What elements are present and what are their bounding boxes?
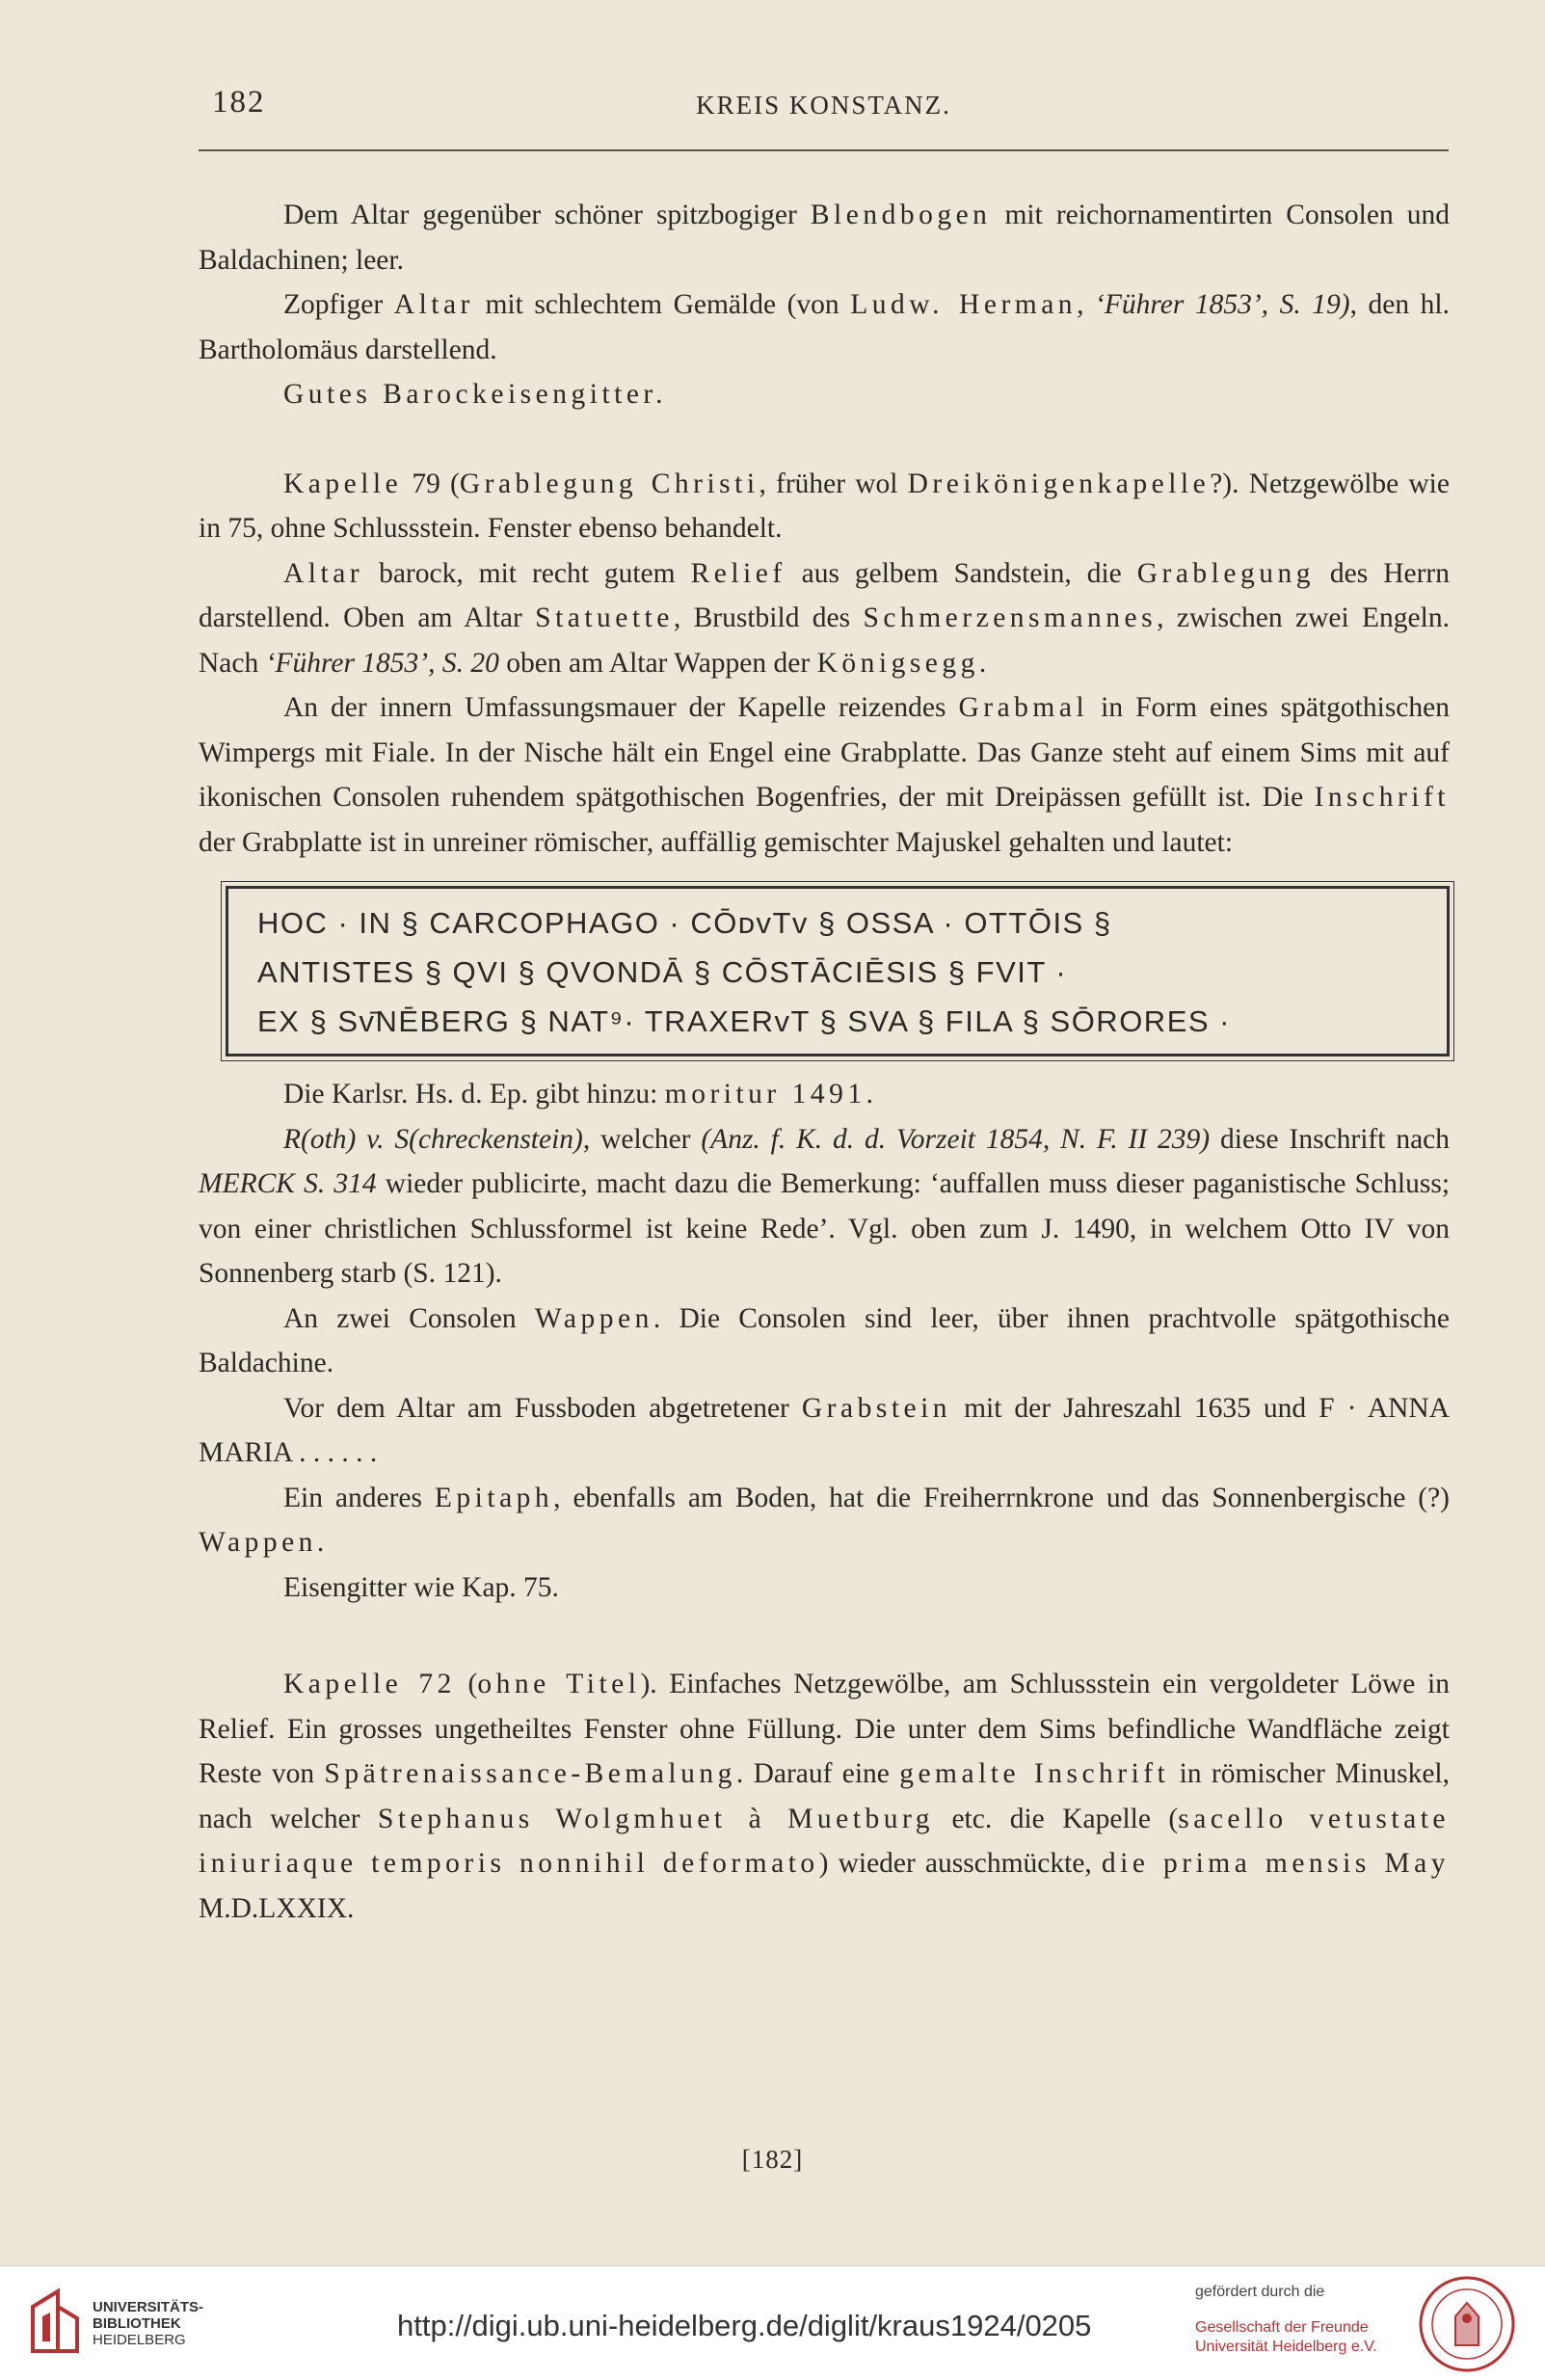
text-run: Ein anderes: [283, 1482, 435, 1513]
citation: MERCK S. 314: [199, 1168, 377, 1199]
paragraph: [199, 1386, 1450, 1476]
text-run: barock, mit recht gutem: [363, 557, 691, 589]
spaced-term: Inschrift: [1314, 782, 1450, 813]
page-header: [199, 85, 1449, 129]
library-name-line: HEIDELBERG: [93, 2332, 186, 2348]
paragraph: [199, 1117, 1450, 1297]
sponsor-label: gefördert durch die: [1195, 2284, 1325, 2300]
running-head: KREIS KONSTANZ.: [696, 91, 951, 120]
paragraph: [199, 1565, 1450, 1611]
text-run: mit der Jahreszahl 1635 und F · ANNA MARIA . . . . . .: [199, 1392, 1450, 1468]
inscription-line: EX § Sᴠ̄NĒBERG § NAT⁹· TRAXERᴠT § SVA § FILA § SŌRORES ·: [257, 1004, 1231, 1038]
paragraph: [199, 685, 1450, 865]
page-number: 182: [212, 85, 266, 120]
text-run: der Grabplatte ist in unreiner römischer, auffällig gemischter Majuskel gehalten und lautet:: [199, 826, 1234, 858]
spaced-term: Königsegg: [816, 647, 979, 679]
spaced-term: Grabmal: [958, 692, 1089, 723]
citation: R(oth) v. S(chreckenstein): [283, 1123, 583, 1155]
text-run: . Darauf eine: [735, 1758, 900, 1789]
text-run: , ebenfalls am Boden, hat die Freiherrnkrone und das Sonnenbergische (?): [553, 1482, 1450, 1513]
spaced-term: ohne Titel: [477, 1669, 641, 1699]
university-library-logo-icon: [29, 2287, 81, 2357]
folio-number: [182]: [741, 2145, 804, 2174]
text-run: Zopfiger: [283, 289, 394, 320]
paragraph: [199, 1072, 1450, 1117]
text-run: , den hl. Bartholomäus darstellend.: [199, 289, 1450, 365]
permalink-url[interactable]: http://digi.ub.uni-heidelberg.de/diglit/kraus1924/0205: [397, 2309, 1092, 2342]
text-run: etc. die Kapelle (: [933, 1803, 1179, 1834]
paragraph: [199, 462, 1450, 551]
citation: ‘Führer 1853’, S. 20: [265, 647, 499, 679]
library-name: [93, 2299, 203, 2348]
spaced-term: Dreikönigenkapelle: [907, 468, 1211, 499]
spaced-term: Ludw. Herman: [850, 289, 1078, 320]
library-name-line: BIBLIOTHEK: [93, 2315, 181, 2332]
text-run: An der innern Umfassungsmauer der Kapelle reizendes: [283, 692, 959, 723]
spaced-term: Kapelle: [283, 468, 403, 499]
text-run: Vor dem Altar am Fussboden abgetretener: [283, 1392, 802, 1424]
spaced-term: Schmerzensmannes: [863, 602, 1158, 633]
spaced-term: Grabstein: [801, 1392, 952, 1424]
spaced-term: Grablegung: [1136, 557, 1315, 589]
spaced-term: Relief: [690, 557, 786, 589]
spaced-term: Kapelle 72: [283, 1669, 456, 1699]
spaced-term: Wappen: [534, 1302, 653, 1334]
text-run: , welcher: [582, 1123, 702, 1155]
sponsor-name-line: Universität Heidelberg e.V.: [1195, 2339, 1377, 2355]
spaced-term: Statuette: [535, 602, 674, 633]
spaced-term: Gutes Barockeisengitter.: [283, 379, 668, 410]
text-run: ,: [1077, 289, 1095, 320]
text-run: ?). Netzgewölbe wie in 75, ohne Schlussstein. Fenster ebenso behandelt.: [199, 468, 1450, 544]
text-run: , zwischen zwei Engeln. Nach: [199, 602, 1450, 679]
inscription-box: [226, 886, 1450, 1056]
citation: (Anz. f. K. d. d. Vorzeit 1854, N. F. II 239): [701, 1123, 1211, 1155]
spaced-term: sacello vetustate iniuriaque temporis nonnihil deformato: [199, 1803, 1450, 1879]
text-run: in römischer Minuskel, nach welcher: [199, 1758, 1450, 1834]
text-run: des Herrn darstellend. Oben am Altar: [199, 557, 1450, 633]
citation: ‘Führer 1853’, S. 19): [1095, 289, 1350, 320]
text-run: . Die Consolen sind leer, über ihnen prachtvolle spätgothische Baldachine.: [199, 1302, 1450, 1378]
text-run: (: [455, 1669, 478, 1699]
text-run: .: [316, 1527, 325, 1558]
sponsor-name-line: Gesellschaft der Freunde: [1195, 2319, 1369, 2336]
inscription-line: ANTISTES § QVI § QVONDĀ § CŌSTĀCIĒSIS § FVIT ·: [257, 955, 1068, 989]
spaced-term: Grablegung Christi: [459, 468, 759, 499]
text-run: .: [866, 1079, 873, 1110]
text-run: , Brustbild des: [673, 602, 864, 633]
text-run: An zwei Consolen: [283, 1302, 535, 1334]
text-run: Die Karlsr. Hs. d. Ep. gibt hinzu:: [283, 1079, 665, 1110]
spaced-term: Blendbogen: [810, 200, 992, 230]
spaced-term: Wappen: [199, 1527, 317, 1558]
inscription-line: HOC · IN § CARCOPHAGO · CŌᴅᴠTᴠ § OSSA · OTTŌIS §: [257, 906, 1112, 940]
university-seal-icon: [1417, 2274, 1517, 2374]
paragraph: [199, 193, 1450, 282]
paragraph: [199, 372, 1450, 417]
digitization-footer: [0, 2265, 1545, 2380]
spaced-term: Altar: [393, 289, 474, 320]
text-run: aus gelbem Sandstein, die: [786, 557, 1137, 589]
spaced-term: Stephanus Wolgmhuet à Muetburg: [378, 1803, 934, 1834]
text-run: ). Einfaches Netzgewölbe, am Schlussstein ein vergoldeter Löwe in Relief. Ein grosses ungetheiltes Fenster ohne Füllung. Die unter dem Sims befindliche Wandfläche zeigt Reste von: [199, 1669, 1450, 1789]
spaced-term: die prima mensis May: [1101, 1848, 1451, 1879]
text-run: diese Inschrift nach: [1210, 1123, 1451, 1155]
paragraph: [199, 551, 1450, 686]
text-run: 79 (: [402, 468, 460, 499]
paragraph: [199, 282, 1450, 372]
text-run: ) wieder ausschmückte,: [818, 1848, 1102, 1879]
text-run: oben am Altar Wappen der: [498, 647, 817, 679]
paragraph: [199, 1662, 1450, 1931]
text-run: mit schlechtem Gemälde (von: [473, 289, 851, 320]
spaced-term: gemalte Inschrift: [899, 1758, 1170, 1789]
paragraph: [199, 1297, 1450, 1386]
text-run: in Form eines spätgothischen Wimpergs mit Fiale. In der Nische hält ein Engel eine Grabplatte. Das Ganze steht auf einem Sims mit auf ikonischen Consolen ruhendem spätgothischen Bogenfries, der mit Dreipässen gefüllt ist. Die: [199, 692, 1450, 813]
text-run: mit reichornamentirten Consolen und Baldachinen; leer.: [199, 200, 1450, 276]
text-run: , früher wol: [759, 468, 908, 499]
text-run: Eisengitter wie Kap. 75.: [283, 1571, 559, 1603]
text-run: M.D.LXXIX.: [199, 1892, 355, 1924]
body-text: [199, 193, 1450, 1931]
text-run: Dem Altar gegenüber schöner spitzbogiger: [283, 200, 811, 230]
spaced-term: Spätrenaissance-Bemalung: [324, 1758, 736, 1789]
paragraph: [199, 1476, 1450, 1565]
spaced-term: Altar: [283, 557, 364, 589]
text-run: wieder publicirte, macht dazu die Bemerkung: ‘auffallen muss dieser paganistische Schluss; von einer christlichen Schlussformel ist keine Rede’. Vgl. oben zum J. 1490, in welchem Otto IV von Sonnenberg starb (S. 121).: [199, 1168, 1451, 1289]
spaced-term: moritur 1491: [664, 1079, 866, 1110]
sponsor-name: [1195, 2318, 1377, 2357]
library-name-line: UNIVERSITÄTS-: [93, 2299, 204, 2315]
header-rule: [199, 149, 1449, 151]
spaced-term: Epitaph: [434, 1482, 554, 1513]
text-run: .: [978, 647, 987, 679]
